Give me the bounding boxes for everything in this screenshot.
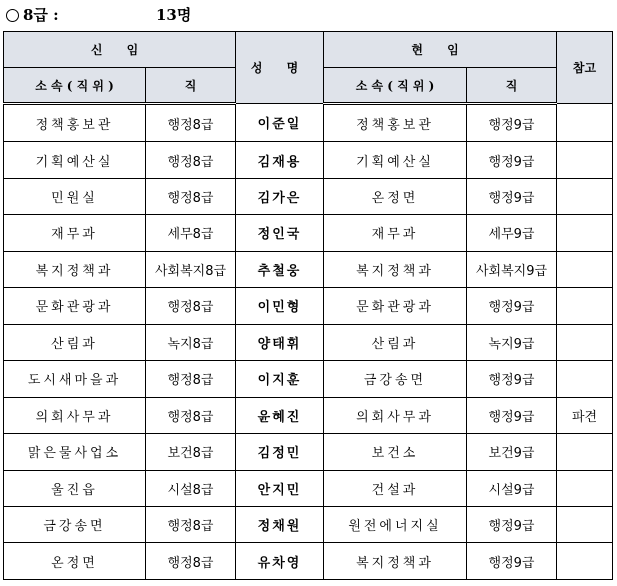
current-grade-cell: 행정9급 [467,361,557,397]
new-org-cell: 의회사무과 [4,397,146,433]
header-name: 성 명 [236,32,324,104]
table-row [4,470,613,506]
new-grade-cell: 행정8급 [146,104,236,142]
new-org-cell: 민원실 [4,178,146,214]
current-grade-cell: 행정9급 [467,288,557,324]
header-new-grade: 직 [146,68,236,104]
current-grade-cell: 행정9급 [467,506,557,542]
current-org-cell: 온정면 [324,178,467,214]
current-org-cell: 재무과 [324,215,467,251]
note-cell [557,178,613,214]
new-grade-cell: 시설8급 [146,470,236,506]
new-org-cell: 재무과 [4,215,146,251]
current-grade-cell: 행정9급 [467,142,557,178]
new-org-cell: 도시새마을과 [4,361,146,397]
person-name-cell: 이민형 [236,288,324,324]
note-cell [557,251,613,287]
new-grade-cell: 녹지8급 [146,324,236,360]
current-org-cell: 금강송면 [324,361,467,397]
current-grade-cell: 녹지9급 [467,324,557,360]
current-org-cell: 기획예산실 [324,142,467,178]
new-grade-cell: 세무8급 [146,215,236,251]
table-body [4,104,613,580]
current-grade-cell: 행정9급 [467,397,557,433]
header-current-group: 현 임 [324,32,557,68]
note-cell [557,288,613,324]
new-grade-cell: 보건8급 [146,434,236,470]
personnel-table [3,31,613,580]
new-org-cell: 울진읍 [4,470,146,506]
header-row-group [4,32,613,68]
note-cell [557,142,613,178]
current-grade-cell: 행정9급 [467,178,557,214]
note-cell [557,324,613,360]
person-name-cell: 추철웅 [236,251,324,287]
new-grade-cell: 행정8급 [146,288,236,324]
table-row [4,142,613,178]
person-name-cell: 양태휘 [236,324,324,360]
new-org-cell: 맑은물사업소 [4,434,146,470]
header-current-org: 소 속 ( 직 위 ) [324,68,467,104]
new-grade-cell: 행정8급 [146,142,236,178]
header-current-grade: 직 [467,68,557,104]
table-row [4,543,613,580]
person-name-cell: 이지훈 [236,361,324,397]
grade-label: 8급 : [23,6,59,24]
new-org-cell: 정책홍보관 [4,104,146,142]
current-org-cell: 건설과 [324,470,467,506]
note-cell [557,361,613,397]
note-cell [557,470,613,506]
note-cell [557,104,613,142]
new-org-cell: 금강송면 [4,506,146,542]
note-cell [557,215,613,251]
table-row [4,361,613,397]
person-name-cell: 김정민 [236,434,324,470]
note-cell [557,506,613,542]
current-org-cell: 복지정책과 [324,251,467,287]
person-name-cell: 이준일 [236,104,324,142]
section-heading [6,4,192,26]
head-count: 13명 [156,6,192,24]
new-grade-cell: 행정8급 [146,361,236,397]
table-row [4,506,613,542]
table-row [4,288,613,324]
current-grade-cell: 세무9급 [467,215,557,251]
person-name-cell: 김재용 [236,142,324,178]
new-org-cell: 산림과 [4,324,146,360]
current-org-cell: 보건소 [324,434,467,470]
new-grade-cell: 행정8급 [146,506,236,542]
person-name-cell: 유차영 [236,543,324,580]
table-row [4,397,613,433]
new-org-cell: 기획예산실 [4,142,146,178]
current-grade-cell: 보건9급 [467,434,557,470]
new-grade-cell: 행정8급 [146,178,236,214]
person-name-cell: 김가은 [236,178,324,214]
table-row [4,434,613,470]
current-org-cell: 정책홍보관 [324,104,467,142]
new-grade-cell: 행정8급 [146,543,236,580]
current-org-cell: 의회사무과 [324,397,467,433]
note-cell [557,543,613,580]
person-name-cell: 안지민 [236,470,324,506]
header-new-group: 신 임 [4,32,236,68]
current-org-cell: 복지정책과 [324,543,467,580]
new-grade-cell: 사회복지8급 [146,251,236,287]
current-grade-cell: 시설9급 [467,470,557,506]
current-org-cell: 원전에너지실 [324,506,467,542]
header-new-org: 소 속 ( 직 위 ) [4,68,146,104]
circle-icon [6,9,19,22]
current-grade-cell: 사회복지9급 [467,251,557,287]
person-name-cell: 정인국 [236,215,324,251]
table-row [4,324,613,360]
table-row [4,178,613,214]
new-org-cell: 문화관광과 [4,288,146,324]
note-cell [557,434,613,470]
table-row [4,215,613,251]
current-grade-cell: 행정9급 [467,104,557,142]
note-cell: 파견 [557,397,613,433]
header-note: 참고 [557,32,613,104]
current-org-cell: 문화관광과 [324,288,467,324]
new-org-cell: 온정면 [4,543,146,580]
table-row [4,104,613,142]
person-name-cell: 정채원 [236,506,324,542]
new-org-cell: 복지정책과 [4,251,146,287]
table-row [4,251,613,287]
person-name-cell: 윤혜진 [236,397,324,433]
current-org-cell: 산림과 [324,324,467,360]
current-grade-cell: 행정9급 [467,543,557,580]
new-grade-cell: 행정8급 [146,397,236,433]
